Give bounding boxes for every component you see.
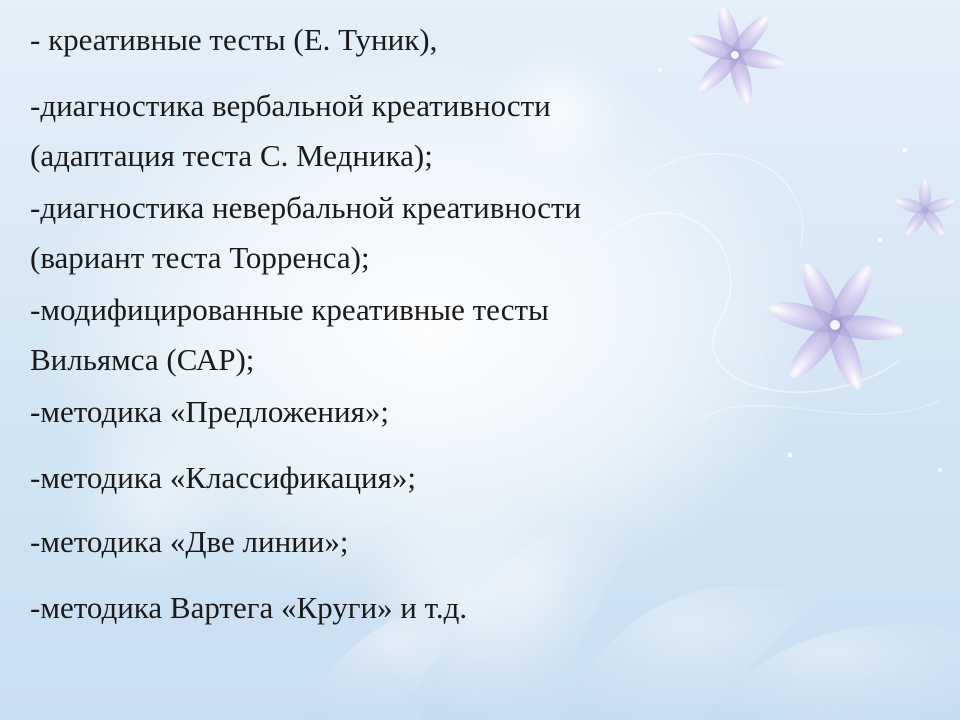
text-line-5: (вариант теста Торренса); — [30, 240, 370, 275]
flower-middle-right — [766, 258, 904, 393]
text-line-7: Вильямса (САР); — [30, 342, 255, 377]
flower-small — [894, 179, 957, 239]
flower-top-right — [685, 4, 786, 105]
text-line-8: -методика «Предложения»; — [30, 394, 389, 429]
text-line-2: -диагностика вербальной креативности — [30, 88, 551, 123]
text-line-4: -диагностика невербальной креативности — [30, 190, 582, 225]
text-line-10: -методика «Две линии»; — [30, 524, 349, 559]
text-line-3: (адаптация теста С. Медника); — [30, 138, 433, 173]
text-line-1: - креативные тесты (Е. Туник), — [30, 22, 438, 57]
text-line-9: -методика «Классификация»; — [30, 460, 417, 495]
text-line-6: -модифицированные креативные тесты — [30, 292, 549, 327]
text-line-11: -методика Вартега «Круги» и т.д. — [30, 590, 468, 625]
